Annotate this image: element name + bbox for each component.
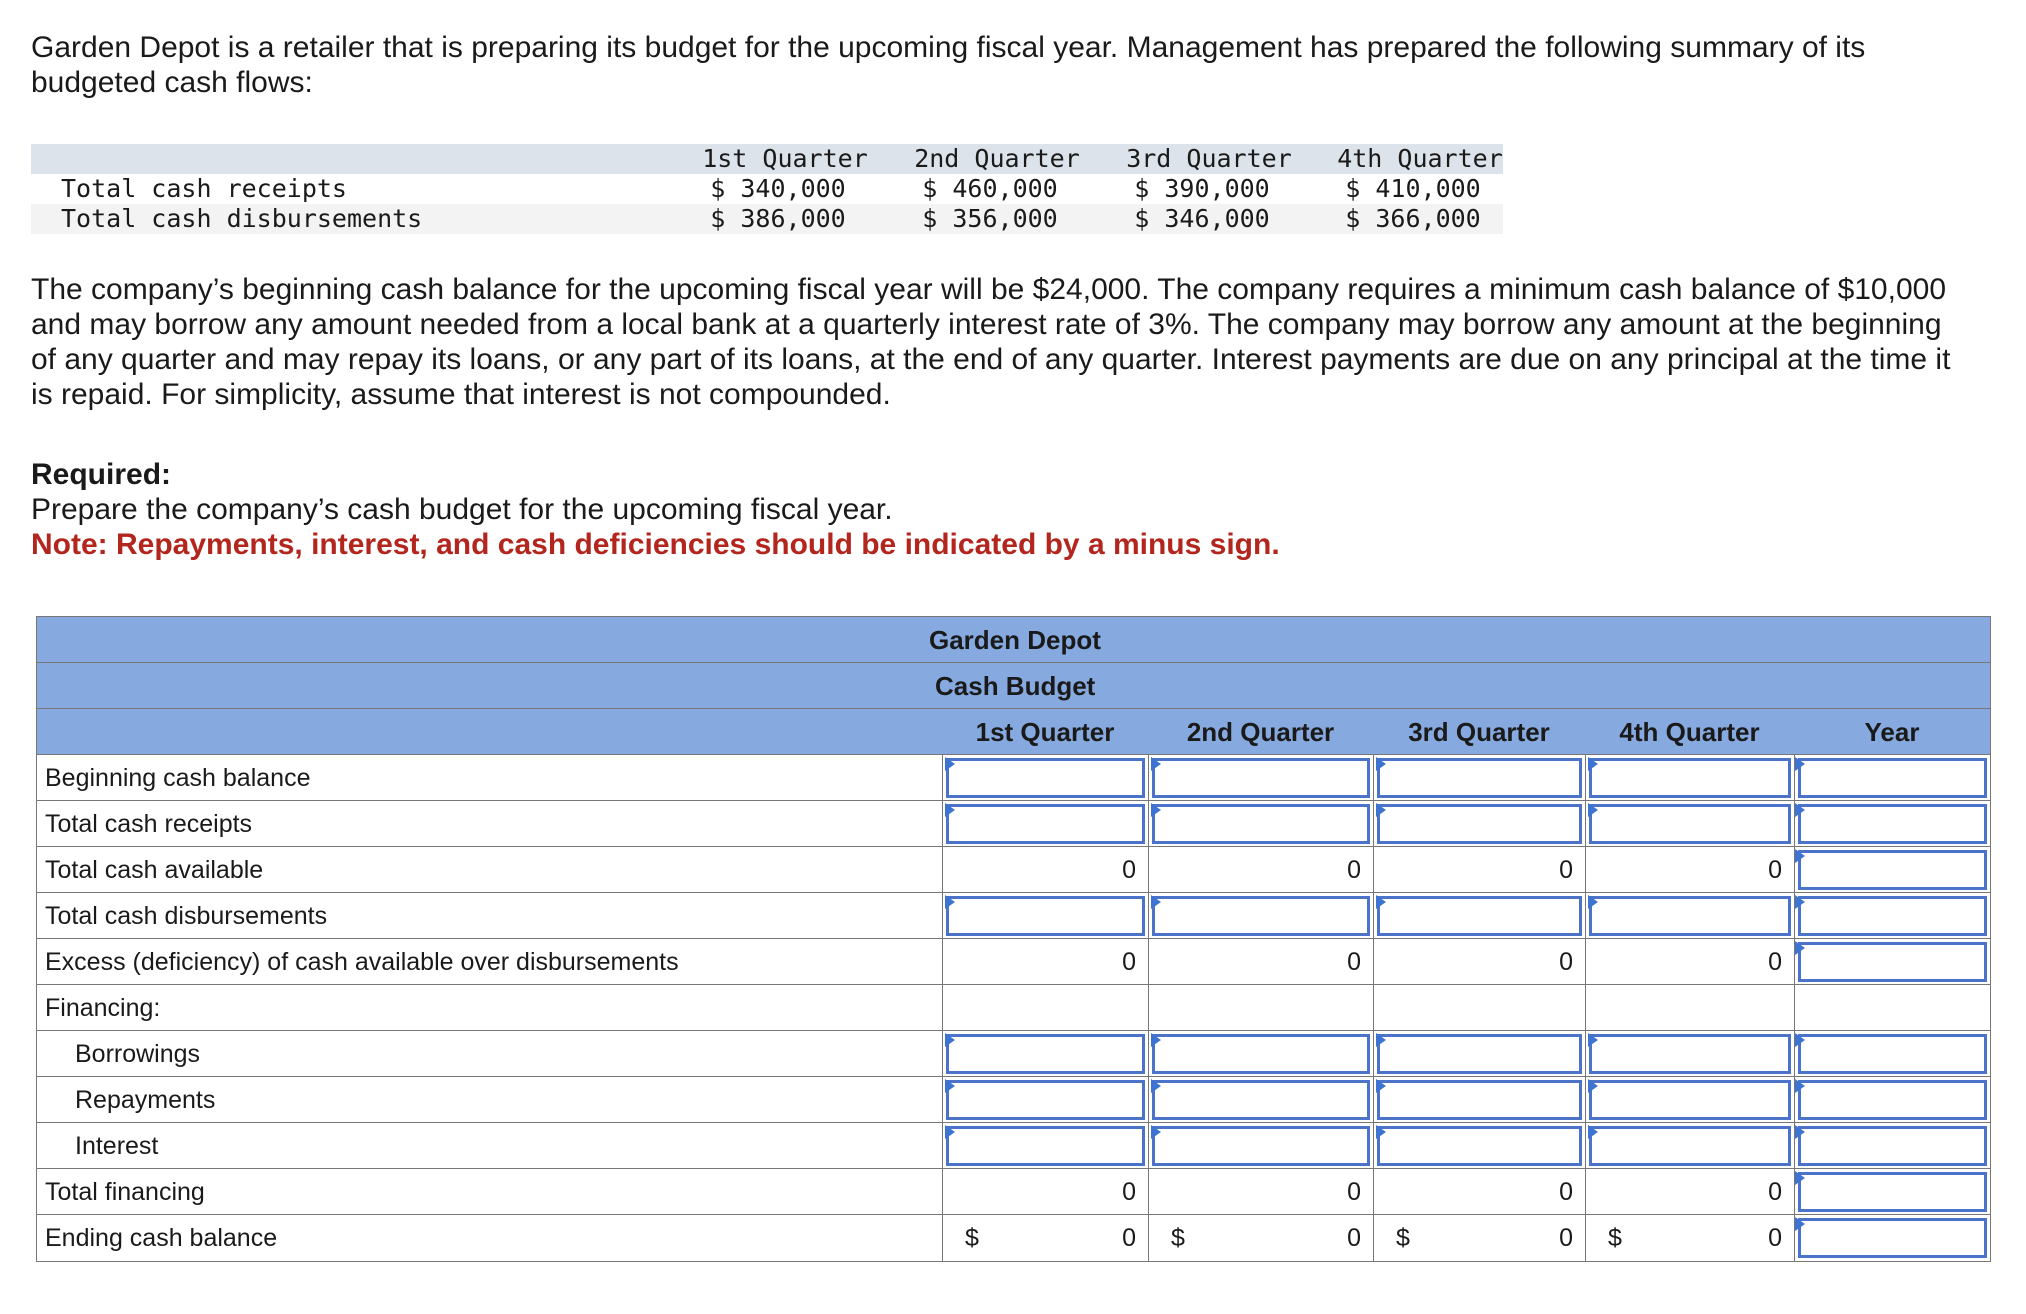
amount-input[interactable] [1589, 758, 1791, 798]
amount-input[interactable] [1152, 896, 1370, 936]
amount-input[interactable] [1589, 804, 1791, 844]
amount-input[interactable] [1589, 1034, 1791, 1074]
input-flag-icon [1795, 941, 1805, 955]
budget-cell [1794, 1169, 1990, 1215]
computed-value: 0 [1347, 1224, 1361, 1252]
input-flag-icon [945, 895, 955, 909]
summary-value: $ 366,000 [1345, 204, 1481, 233]
input-flag-icon [1376, 1079, 1386, 1093]
amount-input[interactable] [1377, 1126, 1582, 1166]
row-label: Beginning cash balance [45, 764, 311, 792]
summary-row-label: Total cash disbursements [61, 204, 423, 233]
row-label: Financing: [45, 994, 161, 1022]
row-label: Ending cash balance [45, 1224, 278, 1252]
amount-input[interactable] [1798, 1126, 1987, 1166]
budget-row-total-cash-receipts [37, 801, 1990, 847]
budget-cell [1373, 1215, 1585, 1261]
intro-paragraph: Garden Depot is a retailer that is preparing its budget for the upcoming fiscal year. Management has prepared the following summary of its budgeted cash flows: [31, 31, 1866, 99]
empty-cell [1373, 985, 1585, 1031]
amount-input[interactable] [1377, 758, 1582, 798]
row-label: Total cash disbursements [45, 902, 328, 930]
input-flag-icon [1151, 895, 1161, 909]
summary-row-disbursements [31, 204, 1503, 234]
budget-cell [1373, 1169, 1585, 1215]
column-header-year: Year [1864, 717, 1920, 747]
budget-cell [1585, 801, 1794, 847]
dollar-sign: $ [1396, 1224, 1410, 1252]
input-flag-icon [1376, 1125, 1386, 1139]
budget-cell [1373, 847, 1585, 893]
cash-flow-summary-table [31, 144, 1503, 234]
computed-value: 0 [1559, 856, 1573, 884]
summary-value: $ 386,000 [710, 204, 846, 233]
amount-input[interactable] [1377, 804, 1582, 844]
budget-row-interest [37, 1123, 1990, 1169]
budget-cell [1148, 1123, 1373, 1169]
budget-cell [1794, 755, 1990, 801]
budget-cell [942, 1169, 1148, 1215]
budget-cell [1585, 893, 1794, 939]
empty-cell [1148, 985, 1373, 1031]
input-flag-icon [1151, 1079, 1161, 1093]
budget-cell [942, 755, 1148, 801]
input-flag-icon [1795, 757, 1805, 771]
input-flag-icon [1795, 1079, 1805, 1093]
empty-cell [942, 985, 1148, 1031]
amount-input[interactable] [946, 804, 1145, 844]
amount-input[interactable] [1152, 804, 1370, 844]
budget-cell [942, 939, 1148, 985]
input-flag-icon [1588, 757, 1598, 771]
input-flag-icon [1151, 1033, 1161, 1047]
budget-cell [1794, 1031, 1990, 1077]
computed-value: 0 [1559, 1224, 1573, 1252]
budget-cell [1148, 755, 1373, 801]
dollar-sign: $ [1608, 1224, 1622, 1252]
input-flag-icon [1588, 803, 1598, 817]
budget-cell [1585, 1215, 1794, 1261]
row-label: Excess (deficiency) of cash available over disbursements [45, 948, 679, 976]
budget-cell [1373, 939, 1585, 985]
amount-input[interactable] [1798, 896, 1987, 936]
budget-cell [1794, 939, 1990, 985]
column-header-2nd-quarter: 2nd Quarter [1186, 717, 1335, 747]
input-flag-icon [1795, 849, 1805, 863]
summary-value: $ 390,000 [1134, 174, 1270, 203]
budget-cell [942, 1077, 1148, 1123]
computed-value: 0 [1559, 1178, 1573, 1206]
amount-input[interactable] [1152, 1034, 1370, 1074]
budget-row-beginning-cash-balance [37, 755, 1990, 801]
amount-input[interactable] [1152, 1126, 1370, 1166]
row-label: Total cash receipts [45, 810, 253, 838]
column-header-1st-quarter: 1st Quarter [975, 717, 1115, 747]
summary-header-q4: 4th Quarter [1337, 144, 1503, 173]
computed-value: 0 [1768, 948, 1782, 976]
budget-cell [1794, 801, 1990, 847]
budget-cell [1794, 1077, 1990, 1123]
input-flag-icon [1376, 803, 1386, 817]
amount-input[interactable] [946, 1034, 1145, 1074]
row-label: Total cash available [45, 856, 264, 884]
budget-cell [942, 1123, 1148, 1169]
computed-value: 0 [1347, 856, 1361, 884]
computed-value: 0 [1347, 1178, 1361, 1206]
amount-input[interactable] [946, 1126, 1145, 1166]
budget-row-borrowings [37, 1031, 1990, 1077]
budget-cell [1148, 847, 1373, 893]
amount-input[interactable] [1152, 1080, 1370, 1120]
input-flag-icon [1376, 895, 1386, 909]
dollar-sign: $ [1171, 1224, 1185, 1252]
budget-row-total-cash-disbursements [37, 893, 1990, 939]
budget-cell [1148, 1215, 1373, 1261]
budget-row-excess-deficiency-of-cash-available-over-disbursements [37, 939, 1990, 985]
summary-value: $ 340,000 [710, 174, 846, 203]
summary-value: $ 346,000 [1134, 204, 1270, 233]
column-header-3rd-quarter: 3rd Quarter [1408, 717, 1550, 747]
budget-title: Cash Budget [935, 671, 1096, 701]
budget-cell [1148, 1031, 1373, 1077]
amount-input[interactable] [1798, 1172, 1987, 1212]
budget-company-name: Garden Depot [929, 625, 1101, 655]
input-flag-icon [1795, 1217, 1805, 1231]
amount-input[interactable] [1798, 942, 1987, 982]
budget-column-header-row [37, 709, 1990, 755]
input-flag-icon [945, 1033, 955, 1047]
budget-cell [1373, 893, 1585, 939]
budget-cell [1794, 1123, 1990, 1169]
computed-value: 0 [1122, 1224, 1136, 1252]
summary-value: $ 460,000 [922, 174, 1058, 203]
budget-cell [942, 1031, 1148, 1077]
input-flag-icon [1151, 757, 1161, 771]
amount-input[interactable] [1377, 1080, 1582, 1120]
input-flag-icon [1795, 1033, 1805, 1047]
budget-cell [1373, 801, 1585, 847]
input-flag-icon [1376, 757, 1386, 771]
input-flag-icon [945, 1125, 955, 1139]
amount-input[interactable] [1798, 850, 1987, 890]
budget-row-ending-cash-balance [37, 1215, 1990, 1261]
amount-input[interactable] [1589, 1126, 1791, 1166]
budget-cell [1148, 893, 1373, 939]
amount-input[interactable] [946, 1080, 1145, 1120]
row-label: Interest [75, 1132, 159, 1160]
empty-cell [1585, 985, 1794, 1031]
input-flag-icon [1151, 803, 1161, 817]
empty-cell [1794, 985, 1990, 1031]
budget-cell [1794, 893, 1990, 939]
budget-cell [1148, 801, 1373, 847]
column-header-4th-quarter: 4th Quarter [1619, 717, 1760, 747]
amount-input[interactable] [1798, 1218, 1987, 1258]
budget-row-total-cash-available [37, 847, 1990, 893]
budget-cell [1373, 1123, 1585, 1169]
budget-cell [1794, 1215, 1990, 1261]
budget-cell [1585, 847, 1794, 893]
summary-row-label: Total cash receipts [61, 174, 347, 203]
budget-cell [1585, 1031, 1794, 1077]
amount-input[interactable] [1589, 1080, 1791, 1120]
summary-row-receipts [31, 174, 1503, 204]
budget-cell [942, 1215, 1148, 1261]
required-text: Prepare the company’s cash budget for the upcoming fiscal year. [31, 493, 893, 526]
amount-input[interactable] [1798, 804, 1987, 844]
budget-cell [1585, 1169, 1794, 1215]
budget-cell [1148, 1169, 1373, 1215]
input-flag-icon [1795, 895, 1805, 909]
summary-header-row [31, 144, 1503, 174]
amount-input[interactable] [1377, 896, 1582, 936]
input-flag-icon [945, 1079, 955, 1093]
input-flag-icon [1795, 1171, 1805, 1185]
budget-cell [1585, 939, 1794, 985]
budget-company-row [37, 617, 1990, 663]
budget-cell [942, 893, 1148, 939]
budget-cell [1373, 1031, 1585, 1077]
required-heading: Required: [31, 458, 172, 491]
dollar-sign: $ [965, 1224, 979, 1252]
computed-value: 0 [1122, 948, 1136, 976]
budget-row-total-financing [37, 1169, 1990, 1215]
row-label: Borrowings [75, 1040, 201, 1068]
row-label: Repayments [75, 1086, 216, 1114]
budget-cell [942, 847, 1148, 893]
budget-row-repayments [37, 1077, 1990, 1123]
summary-header-q3: 3rd Quarter [1126, 144, 1292, 173]
input-flag-icon [1151, 1125, 1161, 1139]
amount-input[interactable] [946, 758, 1145, 798]
amount-input[interactable] [946, 896, 1145, 936]
amount-input[interactable] [1377, 1034, 1582, 1074]
amount-input[interactable] [1152, 758, 1370, 798]
computed-value: 0 [1559, 948, 1573, 976]
summary-value: $ 410,000 [1345, 174, 1481, 203]
details-paragraph: The company’s beginning cash balance for the upcoming fiscal year will be $24,000. The company requires a minimum cash balance of $10,000 and may borrow any amount needed from a local bank at a quarterly interest rate of 3%. The company may borrow any amount at the beginning of any quarter and may repay its loans, or any part of its loans, at the end of any quarter. Interest payments are due on any principal at the time it is repaid. For simplicity, assume that interest is not compounded. [31, 273, 1951, 411]
computed-value: 0 [1768, 1224, 1782, 1252]
budget-cell [1373, 1077, 1585, 1123]
budget-cell [1585, 755, 1794, 801]
amount-input[interactable] [1589, 896, 1791, 936]
budget-cell [1794, 847, 1990, 893]
input-flag-icon [1588, 1033, 1598, 1047]
amount-input[interactable] [1798, 758, 1987, 798]
required-note: Note: Repayments, interest, and cash deficiencies should be indicated by a minus sign. [31, 528, 1280, 561]
row-label: Total financing [45, 1178, 205, 1206]
amount-input[interactable] [1798, 1080, 1987, 1120]
budget-cell [1585, 1077, 1794, 1123]
budget-cell [1373, 755, 1585, 801]
input-flag-icon [1588, 895, 1598, 909]
input-flag-icon [945, 757, 955, 771]
budget-title-row [37, 663, 1990, 709]
amount-input[interactable] [1798, 1034, 1987, 1074]
input-flag-icon [945, 803, 955, 817]
budget-cell [1148, 1077, 1373, 1123]
budget-cell [1585, 1123, 1794, 1169]
summary-header-q2: 2nd Quarter [914, 144, 1080, 173]
budget-cell [942, 801, 1148, 847]
budget-cell [1148, 939, 1373, 985]
cash-budget-table [36, 616, 1991, 1262]
input-flag-icon [1795, 803, 1805, 817]
budget-row-financing [37, 985, 1990, 1031]
computed-value: 0 [1347, 948, 1361, 976]
computed-value: 0 [1768, 1178, 1782, 1206]
input-flag-icon [1376, 1033, 1386, 1047]
input-flag-icon [1588, 1079, 1598, 1093]
summary-header-q1: 1st Quarter [702, 144, 868, 173]
computed-value: 0 [1768, 856, 1782, 884]
summary-value: $ 356,000 [922, 204, 1058, 233]
computed-value: 0 [1122, 856, 1136, 884]
computed-value: 0 [1122, 1178, 1136, 1206]
input-flag-icon [1588, 1125, 1598, 1139]
input-flag-icon [1795, 1125, 1805, 1139]
